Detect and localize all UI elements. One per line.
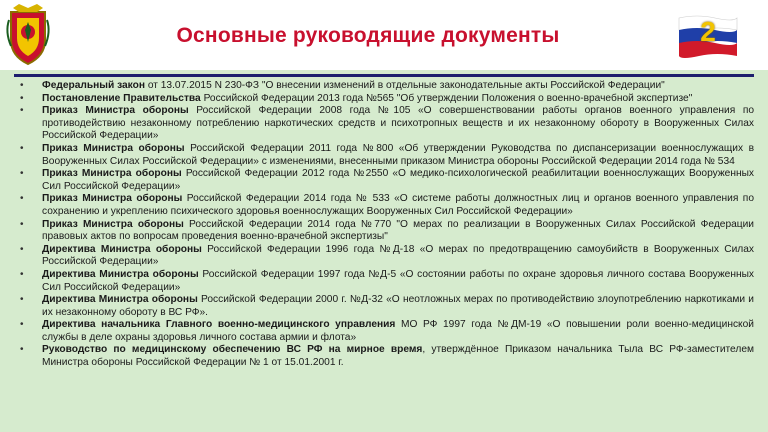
page-title: Основные руководящие документы	[176, 24, 560, 47]
list-item: • Руководство по медицинскому обеспечению ВС РФ на мирное время, утверждённое Приказом начальника Тыла ВС РФ-заместителем Министра обороны Российской Федерации № 1 от 15.01.2001 г.	[16, 344, 754, 369]
list-item: • Постановление Правительства Российской Федерации 2013 года №565 "Об утверждении Положения о военно-врачебной экспертизе"	[16, 93, 754, 106]
slide-header	[0, 0, 768, 70]
list-item: • Приказ Министра обороны Российской Федерации 2012 года №2550 «О медико-психологической реабилитации военнослужащих Вооруженных Сил Российской Федерации»	[16, 168, 754, 193]
documents-list	[16, 80, 754, 370]
list-item: • Приказ Министра обороны Российской Федерации 2014 года №770 "О мерах по реализации в Вооруженных Силах Российской Федерации правовых актов по вопросам проведения военно-врачебной экспертизы"	[16, 219, 754, 244]
list-item: • Директива Министра обороны Российской Федерации 1997 года №Д-5 «О состоянии работы по охране здоровья личного состава Вооруженных Сил Российской Федерации»	[16, 269, 754, 294]
list-item: • Приказ Министра обороны Российской Федерации 2014 года № 533 «О системе работы должностных лиц и органов военного управления по сохранению и укреплению психического здоровья военнослужащих Вооруженных Сил Российской Федерации»	[16, 193, 754, 218]
list-item: • Директива Министра обороны Российской Федерации 2000 г. №Д-32 «О неотложных мерах по противодействию злоупотреблению наркотиками и их незаконному обороту в ВС РФ».	[16, 294, 754, 319]
header-divider	[14, 74, 754, 77]
list-item: • Директива начальника Главного военно-медицинского управления МО РФ 1997 года №ДМ-19 «О повышении роли военно-медицинской службы в деле охраны здоровья личного состава армии и флота»	[16, 319, 754, 344]
list-item: • Приказ Министра обороны Российской Федерации 2008 года №105 «О совершенствовании работы органов военного управления по противодействию незаконному потреблению наркотических средств и психотропных веществ и их незаконному обороту в Вооруженных Силах Российской Федерации»	[16, 105, 754, 143]
list-item: • Директива Министра обороны Российской Федерации 1996 года №Д-18 «О мерах по предотвращению самоубийств в Вооруженных Силах Российской Федерации»	[16, 244, 754, 269]
slide-number: 2	[700, 16, 716, 47]
list-item: • Федеральный закон от 13.07.2015 N 230-ФЗ "О внесении изменений в отдельные законодательные акты Российской Федерации"	[16, 80, 754, 93]
list-item: • Приказ Министра обороны Российской Федерации 2011 года №800 «Об утверждении Руководства по диспансеризации военнослужащих в Вооруженных Силах Российской Федерации» с изменениями, внесенными приказом Министра обороны Российской Федерации 2014 года № 534	[16, 143, 754, 168]
russian-flag-icon	[677, 14, 739, 58]
